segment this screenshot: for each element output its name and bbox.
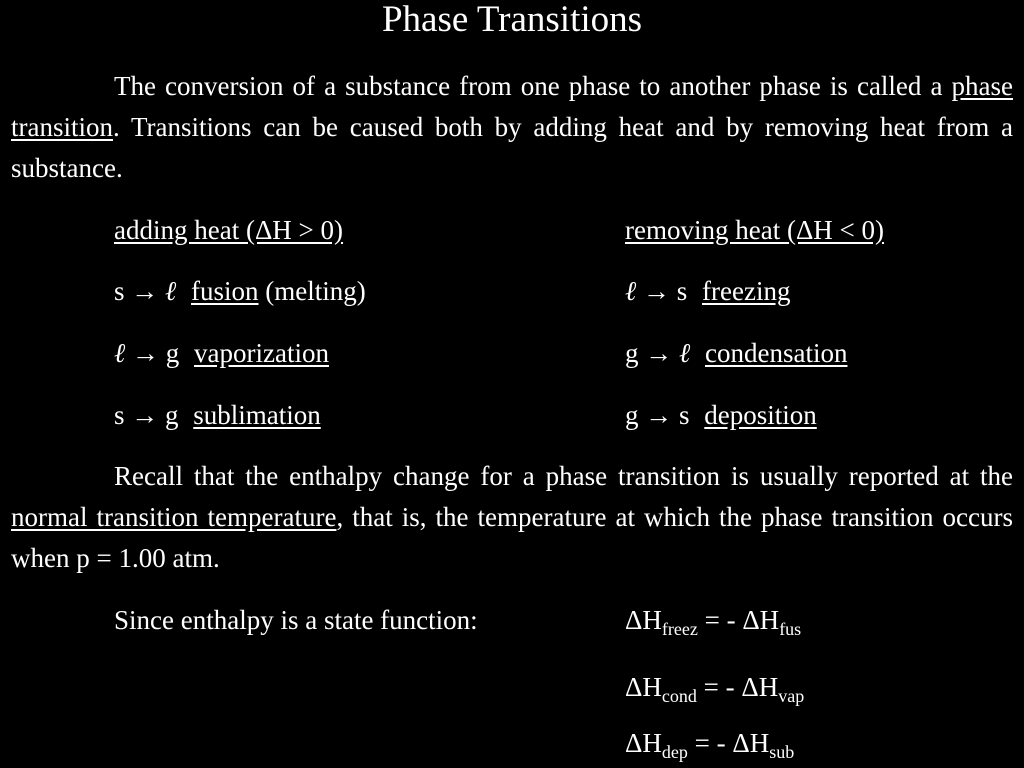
transition-row-fusion — [0, 271, 1024, 311]
vaporization-term: vaporization — [194, 338, 329, 368]
adding-heat-header: adding heat (ΔH > 0) — [114, 215, 344, 245]
sublimation-entry — [114, 395, 321, 435]
gas-symbol: g — [625, 338, 639, 368]
solid-symbol: s — [676, 276, 688, 306]
intro-text-before: The conversion of a substance from one phase to another phase is called a — [114, 71, 952, 101]
delta-h: ΔH — [732, 728, 770, 758]
arrow-symbol: → — [132, 338, 159, 368]
liquid-symbol: ℓ — [679, 338, 691, 368]
solid-symbol: s — [114, 400, 125, 430]
subscript-freez: freez — [661, 619, 698, 639]
intro-text-after: . Transitions can be caused both by adding heat and by removing heat from a substance. — [11, 112, 1013, 183]
arrow-symbol: → — [131, 400, 159, 430]
fusion-term: fusion — [191, 276, 259, 306]
arrow-symbol: → — [131, 276, 159, 306]
state-function-row-3 — [0, 723, 1024, 763]
condensation-term: condensation — [705, 338, 848, 368]
state-function-row-2 — [0, 667, 1024, 707]
deposition-term: deposition — [704, 400, 817, 430]
fusion-note: (melting) — [265, 276, 366, 306]
equation-deposition — [625, 723, 794, 763]
delta-h: ΔH — [741, 672, 779, 702]
solid-symbol: s — [679, 400, 690, 430]
transition-row-vaporization — [0, 333, 1024, 373]
vaporization-entry — [114, 333, 329, 373]
delta-h: ΔH — [625, 605, 662, 635]
equation-freezing — [625, 600, 801, 640]
gas-symbol: g — [625, 400, 639, 430]
intro-paragraph — [11, 66, 1013, 189]
subscript-fus: fus — [779, 619, 802, 639]
solid-symbol: s — [114, 276, 125, 306]
deposition-entry — [625, 395, 817, 435]
subscript-sub: sub — [769, 742, 795, 762]
equation-condensation — [625, 667, 804, 707]
equals-minus: = - — [703, 672, 735, 702]
slide-title: Phase Transitions — [381, 0, 643, 40]
recall-text-after: , that is, the temperature at which the phase transition occurs when p = 1.00 atm. — [11, 502, 1014, 573]
subscript-dep: dep — [661, 742, 688, 762]
delta-h: ΔH — [625, 672, 662, 702]
liquid-symbol: ℓ — [625, 276, 637, 306]
liquid-symbol: ℓ — [114, 338, 126, 368]
gas-symbol: g — [165, 400, 179, 430]
arrow-symbol: → — [645, 338, 673, 368]
equals-minus: = - — [694, 728, 726, 758]
condensation-entry — [625, 333, 847, 373]
normal-transition-temperature-term: normal transition temperature — [11, 502, 337, 532]
delta-h: ΔH — [625, 728, 662, 758]
headers-row — [0, 210, 1024, 250]
arrow-symbol: → — [645, 400, 673, 430]
subscript-cond: cond — [661, 686, 697, 706]
state-function-label: Since enthalpy is a state function: — [114, 605, 478, 635]
arrow-symbol: → — [643, 276, 670, 306]
recall-paragraph — [11, 456, 1013, 579]
fusion-entry — [114, 271, 366, 311]
subscript-vap: vap — [778, 686, 805, 706]
gas-symbol: g — [165, 338, 180, 368]
transition-row-sublimation — [0, 395, 1024, 435]
recall-text-before: Recall that the enthalpy change for a phase transition is usually reported at the — [114, 461, 1013, 491]
phase-transition-term: phase transition — [11, 71, 1013, 142]
delta-h: ΔH — [742, 605, 780, 635]
liquid-symbol: ℓ — [165, 276, 177, 306]
removing-heat-header: removing heat (ΔH < 0) — [625, 215, 885, 245]
equals-minus: = - — [704, 605, 736, 635]
freezing-term: freezing — [702, 276, 791, 306]
freezing-entry — [625, 271, 790, 311]
state-function-row-1 — [0, 600, 1024, 640]
sublimation-term: sublimation — [193, 400, 321, 430]
